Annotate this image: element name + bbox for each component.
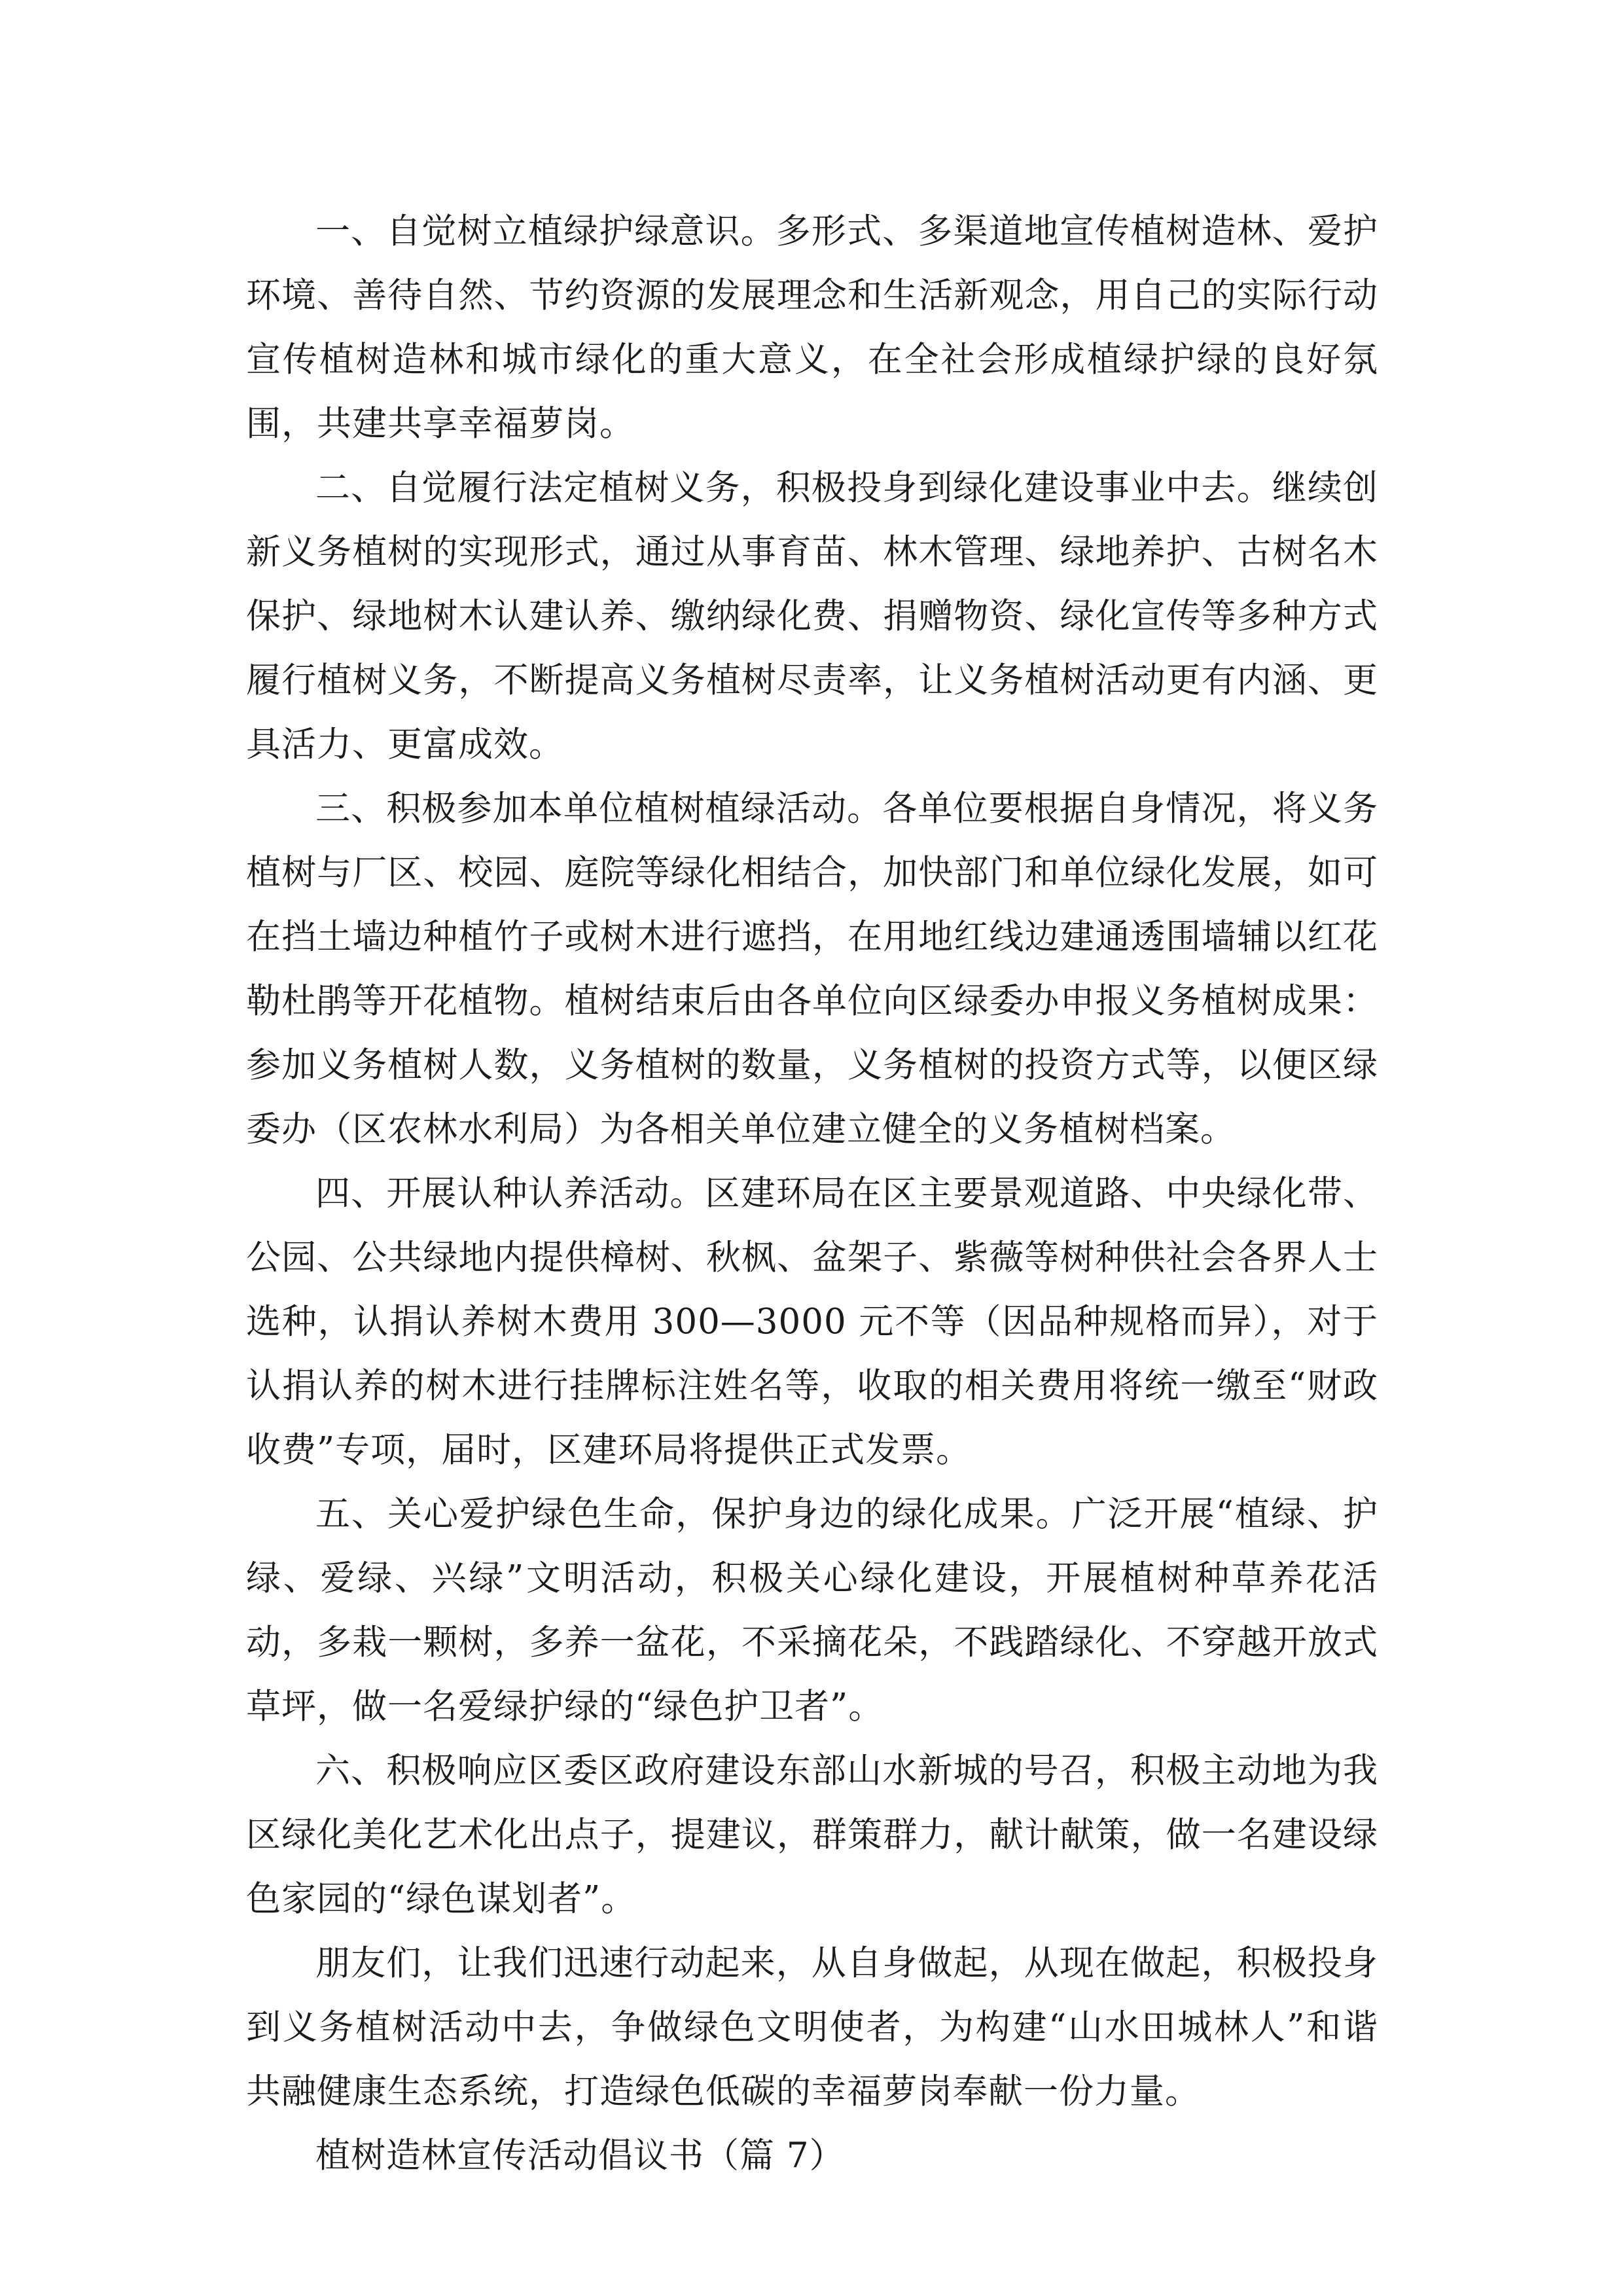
section-heading: 植树造林宣传活动倡议书（篇 7） — [315, 2136, 845, 2176]
paragraph-5: 五、关心爱护绿色生命，保护身边的绿化成果。广泛开展“植绿、护绿、爱绿、兴绿”文明活动，积极关心绿化建设，开展植树种草养花活动，多栽一颗树，多养一盆花，不采摘花朵，不践踏绿化、不穿越开放式草坪，做一名爱绿护绿的“绿色护卫者”。 — [246, 1494, 1378, 1727]
paragraph-7: 朋友们，让我们迅速行动起来，从自身做起，从现在做起，积极投身到义务植树活动中去，争做绿色文明使者，为构建“山水田城林人”和谐共融健康生态系统，打造绿色低碳的幸福萝岗奉献一份力量。 — [246, 1943, 1378, 2111]
paragraph-6: 六、积极响应区委区政府建设东部山水新城的号召，积极主动地为我区绿化美化艺术化出点子，提建议，群策群力，献计献策，做一名建设绿色家园的“绿色谋划者”。 — [246, 1751, 1378, 1919]
paragraph-4: 四、开展认种认养活动。区建环局在区主要景观道路、中央绿化带、公园、公共绿地内提供樟树、秋枫、盆架子、紫薇等树种供社会各界人士选种，认捐认养树木费用 300—3000 元不等（因品种规格而异），对于认捐认养的树木进行挂牌标注姓名等，收取的相关费用将统一缴至“财政收费”专项，届时，区建环局将提供正式发票。 — [246, 1174, 1378, 1470]
paragraph-2: 二、自觉履行法定植树义务，积极投身到绿化建设事业中去。继续创新义务植树的实现形式，通过从事育苗、林木管理、绿地养护、古树名木保护、绿地树木认建认养、缴纳绿化费、捐赠物资、绿化宣传等多种方式履行植树义务，不断提高义务植树尽责率，让义务植树活动更有内涵、更具活力、更富成效。 — [246, 468, 1378, 764]
paragraph-1: 一、自觉树立植绿护绿意识。多形式、多渠道地宣传植树造林、爱护环境、善待自然、节约资源的发展理念和生活新观念，用自己的实际行动宣传植树造林和城市绿化的重大意义，在全社会形成植绿护绿的良好氛围，共建共享幸福萝岗。 — [246, 211, 1378, 444]
document-body — [246, 200, 1378, 2188]
paragraph-3: 三、积极参加本单位植树植绿活动。各单位要根据自身情况，将义务植树与厂区、校园、庭院等绿化相结合，加快部门和单位绿化发展，如可在挡土墙边种植竹子或树木进行遮挡，在用地红线边建通透围墙辅以红花勒杜鹃等开花植物。植树结束后由各单位向区绿委办申报义务植树成果：参加义务植树人数，义务植树的数量，义务植树的投资方式等，以便区绿委办（区农林水利局）为各相关单位建立健全的义务植树档案。 — [246, 789, 1378, 1149]
